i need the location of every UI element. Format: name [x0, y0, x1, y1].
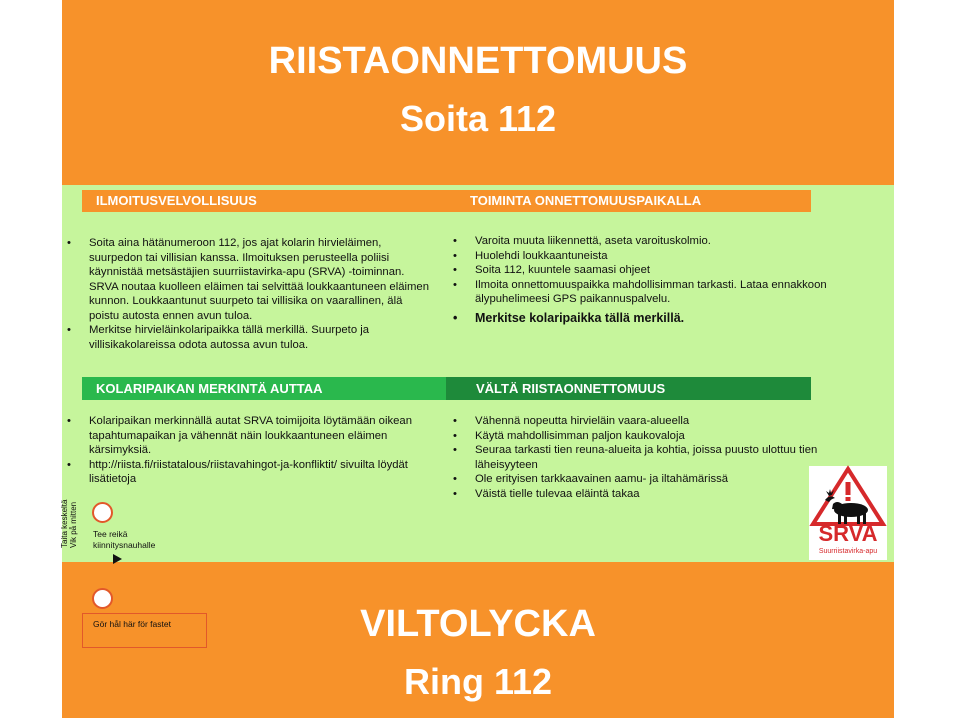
- fold-arrow-icon: [113, 554, 122, 564]
- list-item: • Ole erityisen tarkkaavainen aamu- ja iltahämärissä: [448, 472, 868, 487]
- list-item-link[interactable]: • http://riista.fi/riistatalous/riistavahingot-ja-konfliktit/ sivuilta löydät lisätietoja: [62, 458, 430, 487]
- footer-title: VILTOLYCKA: [360, 603, 596, 645]
- moose-warning-icon: [809, 466, 887, 526]
- list-item-bold: • Merkitse kolaripaikka tällä merkillä.: [448, 311, 868, 326]
- list-item: • Vähennä nopeutta hirvieläin vaara-alueella: [448, 414, 868, 429]
- section-heading-kolaripaikka: KOLARIPAIKAN MERKINTÄ AUTTAA: [82, 377, 446, 400]
- hole-note-fi: Tee reikä kiinnitysnauhalle: [93, 529, 156, 550]
- list-item: • Ilmoita onnettomuuspaikka mahdollisimman tarkasti. Lataa ennakkoon älypuhelimeesi GPS paikannuspalvelu.: [448, 278, 868, 307]
- fold-note-fi: Taita keskeltä: [60, 499, 69, 548]
- hole-marker-icon: [92, 588, 113, 609]
- hole-marker-icon: [92, 502, 113, 523]
- list-item: • Soita aina hätänumeroon 112, jos ajat kolarin hirvieläimen, suurpedon tai villisian kanssa. Ilmoituksen perusteella poliisi käynnistää metsästäjien suurriistavirka-apu (SRVA) -toiminnan. SRVA noutaa kuolleen eläimen tai selvittää loukkaantuneen eläimen kunnon. Loukkaantunut suurpeto tai villisika on vaarallinen, älä poistu autosta ennen avun tuloa.: [62, 236, 430, 323]
- section-heading-toiminta: TOIMINTA ONNETTOMUUSPAIKALLA: [446, 190, 811, 212]
- list-item: • Käytä mahdollisimman paljon kaukovaloja: [448, 429, 868, 444]
- valta-list: [448, 414, 868, 501]
- ilmoitus-list: [62, 236, 430, 352]
- fold-note: [60, 500, 78, 548]
- list-item: • Merkitse hirvieläinkolaripaikka tällä merkillä. Suurpeto ja villisikakolareissa odota autossa avun tuloa.: [62, 323, 430, 352]
- fold-note-sv: Vik på mitten: [69, 501, 78, 548]
- page-title: RIISTAONNETTOMUUS: [268, 40, 688, 82]
- top-banner: [62, 0, 894, 185]
- section-heading-ilmoitus: ILMOITUSVELVOLLISUUS: [82, 190, 446, 212]
- list-item: • Seuraa tarkasti tien reuna-alueita ja kohtia, joissa puusto ulottuu tien läheisyyteen: [448, 443, 868, 472]
- list-item: • Huolehdi loukkaantuneista: [448, 249, 868, 264]
- srva-logo: [809, 466, 887, 560]
- logo-name: SRVA: [818, 521, 878, 546]
- hole-note-sv: Gör hål här för fastet: [82, 613, 207, 648]
- page-subtitle: Soita 112: [399, 98, 557, 139]
- list-item: • Varoita muuta liikennettä, aseta varoituskolmio.: [448, 234, 868, 249]
- list-item: • Kolaripaikan merkinnällä autat SRVA toimijoita löytämään oikean tapahtumapaikan ja vähennät näin loukkaantuneen eläimen kärsimyksiä.: [62, 414, 430, 458]
- kolaripaikka-list: [62, 414, 430, 487]
- toiminta-list: [448, 234, 868, 325]
- list-item: • Väistä tielle tulevaa eläintä takaa: [448, 487, 868, 502]
- logo-subtitle: Suurriistavirka-apu: [818, 548, 878, 555]
- footer-subtitle: Ring 112: [403, 661, 553, 702]
- road-sign-card: [62, 0, 894, 718]
- list-item: • Soita 112, kuuntele saamasi ohjeet: [448, 263, 868, 278]
- section-heading-valta: VÄLTÄ RIISTAONNETTOMUUS: [446, 377, 811, 400]
